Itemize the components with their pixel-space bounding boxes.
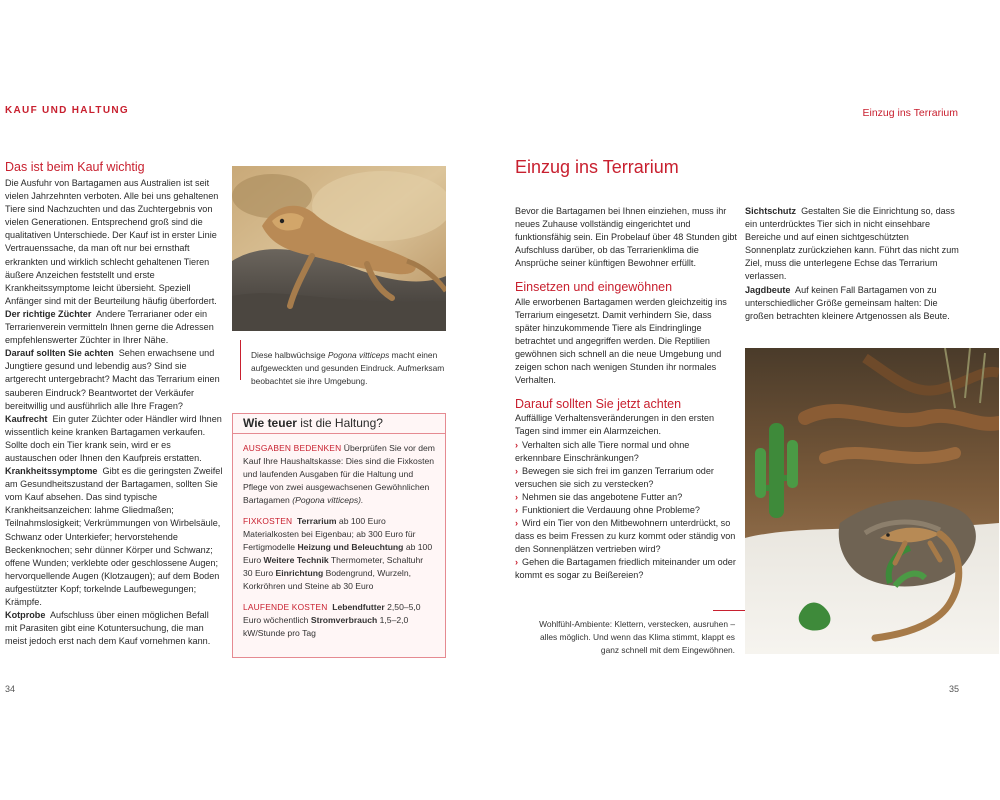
- chapter-intro: Bevor die Bartagamen bei Ihnen einziehen, muss ihr neues Zuhause vollständig eingerichtet und funktionsfähig sein. Ein Probelauf über 48 Stunden gibt Aufschluss darüber, ob das Terrarienklima die Ansprüche seiner künftigen Bewohner erfüllt.: [515, 206, 737, 269]
- chevron-right-icon: ›: [515, 491, 519, 502]
- caption-left-pre: Diese halbwüchsige: [251, 350, 328, 360]
- caption-rule-right: [713, 610, 745, 611]
- text-krankheit: Gibt es die geringsten Zweifel am Gesundheitszustand der Bartagamen, sollten Sie vom Kauf absehen. Das sind typische Krankheitsanzeichen: lahme Gliedmaßen; Teilnahmslosigkeit; Verkrümmungen von Wirbelsäule, Schwanz oder Unterkiefer; hervorstehende Beckenknochen; sehr dünner Körper und Schwanz; offene Wunden; verklebte oder geschlossene Augen; hervorquellende Augen (Klotzaugen); auf dem Boden aufgestützter Kopf; torkelnde Laufbewegungen; Krämpfe.: [5, 466, 223, 607]
- lead-zuechter: Der richtige Züchter: [5, 308, 92, 319]
- cost-info-box: [232, 413, 446, 658]
- checklist-item: [515, 439, 737, 465]
- text-heizung: ab 100 Euro: [243, 542, 433, 565]
- running-head-left: KAUF UND HALTUNG: [5, 105, 129, 116]
- paragraph-sichtschutz: [745, 205, 960, 284]
- checklist-text: Funktioniert die Verdauung ohne Probleme?: [522, 504, 700, 515]
- photo-caption-left: [251, 349, 449, 387]
- cost-box-body: [233, 434, 445, 640]
- lead-achten: Darauf sollten Sie achten: [5, 348, 114, 359]
- checklist-item: [515, 465, 737, 491]
- section-text-einsetzen: Alle erworbenen Bartagamen werden gleichzeitig ins Terrarium eingesetzt. Damit verhindern Sie, dass später hinzukommende Tiere als Eindringlinge betrachtet und angegriffen werden. Die Reptilien gewöhnen sich schnell an die neue Umgebung und zeigen schon nach wenigen Stunden ihr normales Verhalten.: [515, 296, 727, 386]
- section-title-einsetzen: Einsetzen und eingewöhnen: [515, 280, 673, 295]
- tag-ausgaben: AUSGABEN BEDENKEN: [243, 443, 342, 453]
- label-lebendfutter: Lebendfutter: [332, 602, 385, 612]
- intro-paragraph: Die Ausfuhr von Bartagamen aus Australien ist seit vielen Jahrzehnten verboten. Alle bei uns gehaltenen Tiere sind Nachzuchten und das Zuchtergebnis von vielen Generationen. Entsprechend groß sind die qualitativen Unterschiede. Der Kauf ist in erster Linie Vertrauenssache, da man oft nur bei ernsthaft erkrankten und wirklich schlecht gehaltenen Tieren äußere Anzeichen feststellt und erste Krankheitssymptome leicht übersieht. Speziell Anfänger sind mit der Beurteilung häufig überfordert.: [5, 178, 219, 306]
- chevron-right-icon: ›: [515, 439, 519, 450]
- right-sidebar-column: [745, 205, 960, 323]
- checklist-item: [515, 491, 737, 504]
- lead-jagdbeute: Jagdbeute: [745, 284, 791, 295]
- chapter-title: Einzug ins Terrarium: [515, 157, 679, 177]
- label-terrarium: Terrarium: [297, 516, 337, 526]
- text-jagdbeute: Auf keinen Fall Bartagamen von zu unterschiedlicher Größe gemeinsam halten: Die großen betrachten kleinere Artgenossen als Beute.: [745, 284, 950, 321]
- label-technik: Weitere Technik: [263, 555, 329, 565]
- lead-kotprobe: Kotprobe: [5, 610, 46, 621]
- cost-paragraph-ausgaben: [243, 442, 435, 507]
- photo-caption-right: Wohlfühl-Ambiente: Klettern, verstecken, ausruhen – alles möglich. Und wenn das Klima stimmt, klappt es ganz schnell mit dem Eingewöhnen.: [539, 619, 735, 655]
- checklist-item: [515, 504, 737, 517]
- paragraph-achten: [5, 347, 223, 412]
- cost-box-title: [233, 414, 445, 434]
- lizard-photo-illustration: [232, 166, 446, 331]
- cost-paragraph-laufend: [243, 601, 435, 640]
- left-text-column: [5, 177, 223, 648]
- lead-sichtschutz: Sichtschutz: [745, 206, 797, 216]
- text-kaufrecht: Ein guter Züchter oder Händler wird Ihnen wissentlich keine kranken Bartagamen verkaufen. Sollte doch ein Tier krank sein, wird er es austauschen oder Ihnen den Kaufpreis erstatten.: [5, 413, 222, 463]
- running-head-right: Einzug ins Terrarium: [862, 107, 958, 119]
- paragraph-kotprobe: [5, 609, 223, 648]
- chevron-right-icon: ›: [515, 504, 519, 515]
- page-number-right: 35: [949, 684, 960, 694]
- text-technik: Thermometer, Schaltuhr 30 Euro: [243, 555, 424, 578]
- text-strom: 1,5–2,0 kW/Stunde pro Tag: [243, 615, 409, 638]
- right-text-column: [515, 205, 737, 583]
- paragraph-kaufrecht: [5, 413, 223, 465]
- lead-krankheit: Krankheitssymptome: [5, 466, 98, 477]
- paragraph-zuechter: [5, 308, 223, 347]
- checklist-text: Wird ein Tier von den Mitbewohnern unterdrückt, so dass es beim Fressen zu kurz kommt oder ständig von den Sonnenplätzen vertrieben wird?: [515, 518, 736, 555]
- text-kotprobe: Aufschluss über einen möglichen Befall mit Parasiten gibt eine Kotuntersuchung, die man meist jedoch erst nach dem Kauf vornehmen kann.: [5, 610, 211, 647]
- paragraph-krankheit: [5, 465, 223, 609]
- page-number-left: 34: [5, 684, 16, 694]
- caption-rule-left: [240, 340, 241, 380]
- paragraph-jagdbeute: [745, 284, 960, 323]
- cost-box-title-rest: ist die Haltung?: [296, 416, 383, 430]
- text-achten: Sehen erwachsene und Jungtiere gesund und lebendig aus? Sind sie artgerecht untergebracht? Macht das Terrarium einen sauberen Eindruck? Beantwortet der Verkäufer bereitwillig und ausführlich alle Ihre Fragen?: [5, 348, 220, 411]
- chevron-right-icon: ›: [515, 465, 519, 476]
- text-lebendfutter: 2,50–5,0 Euro wöchentlich: [243, 602, 421, 625]
- species-ausgaben: (Pogona vitticeps).: [292, 495, 364, 505]
- checklist-text: Verhalten sich alle Tiere normal und ohne erkennbare Einschränkungen?: [515, 439, 690, 463]
- section-title-kauf: Das ist beim Kauf wichtig: [5, 160, 145, 174]
- label-heizung: Heizung und Beleuchtung: [297, 542, 404, 552]
- cost-paragraph-fixkosten: [243, 515, 435, 593]
- checklist-text: Bewegen sie sich frei im ganzen Terrarium oder versuchen sie sich zu verstecken?: [515, 465, 714, 489]
- checklist: [515, 439, 737, 583]
- caption-left-species: Pogona vitticeps: [327, 350, 390, 360]
- caption-left-post: macht einen aufgeweckten und gesunden Eindruck. Aufmerksam beobachtet sie ihre Umgebung.: [251, 350, 445, 386]
- text-terrarium: ab 100 Euro Materialkosten bei Eigenbau; ab 300 Euro für Fertigmodelle: [243, 516, 416, 552]
- label-strom: Stromverbrauch: [310, 615, 378, 625]
- tag-laufend: LAUFENDE KOSTEN: [243, 602, 328, 612]
- terrarium-photo-illustration: [745, 348, 999, 654]
- text-ausgaben: Überprüfen Sie vor dem Kauf Ihre Haushaltskasse: Dies sind die Fixkosten und laufenden Ausgaben für die Haltung und Pflege von zwei ausgewachsenen Gewöhnlichen Bartagamen: [243, 443, 435, 505]
- checklist-text: Nehmen sie das angebotene Futter an?: [522, 491, 683, 502]
- section-title-jetzt-achten: Darauf sollten Sie jetzt achten: [515, 397, 682, 412]
- chevron-right-icon: ›: [515, 518, 519, 529]
- tag-fixkosten: FIXKOSTEN: [243, 516, 293, 526]
- text-sichtschutz: Gestalten Sie die Einrichtung so, dass ein unterdrücktes Tier sich in nicht einsehbare Bereiche und auf einen sichtgeschützten Sonnenplatz zurückziehen kann. Führt das nicht zum Ziel, muss die unterlegene Echse das Terrarium verlassen.: [745, 206, 959, 282]
- checklist-text: Gehen die Bartagamen friedlich miteinander um oder kommt es sogar zu Beißereien?: [515, 557, 736, 581]
- photo-bearded-dragon-juvenile: [232, 166, 446, 331]
- cost-box-title-bold: Wie teuer: [243, 416, 297, 430]
- text-einrichtung: Bodengrund, Wurzeln, Korkröhren und Steine ab 30 Euro: [243, 568, 411, 591]
- text-zuechter: Andere Terrarianer oder ein Terrarienverein vermitteln Ihnen gerne die Adressen empfehlenswerter Züchter in Ihrer Nähe.: [5, 308, 214, 346]
- photo-terrarium: [745, 348, 999, 654]
- lead-kaufrecht: Kaufrecht: [5, 413, 48, 424]
- chevron-right-icon: ›: [515, 557, 519, 568]
- label-einrichtung: Einrichtung: [275, 568, 324, 578]
- section-intro-jetzt-achten: Auffällige Verhaltensveränderungen in den ersten Tagen sind immer ein Alarmzeichen.: [515, 413, 715, 437]
- checklist-item: [515, 517, 737, 556]
- checklist-item: [515, 556, 737, 582]
